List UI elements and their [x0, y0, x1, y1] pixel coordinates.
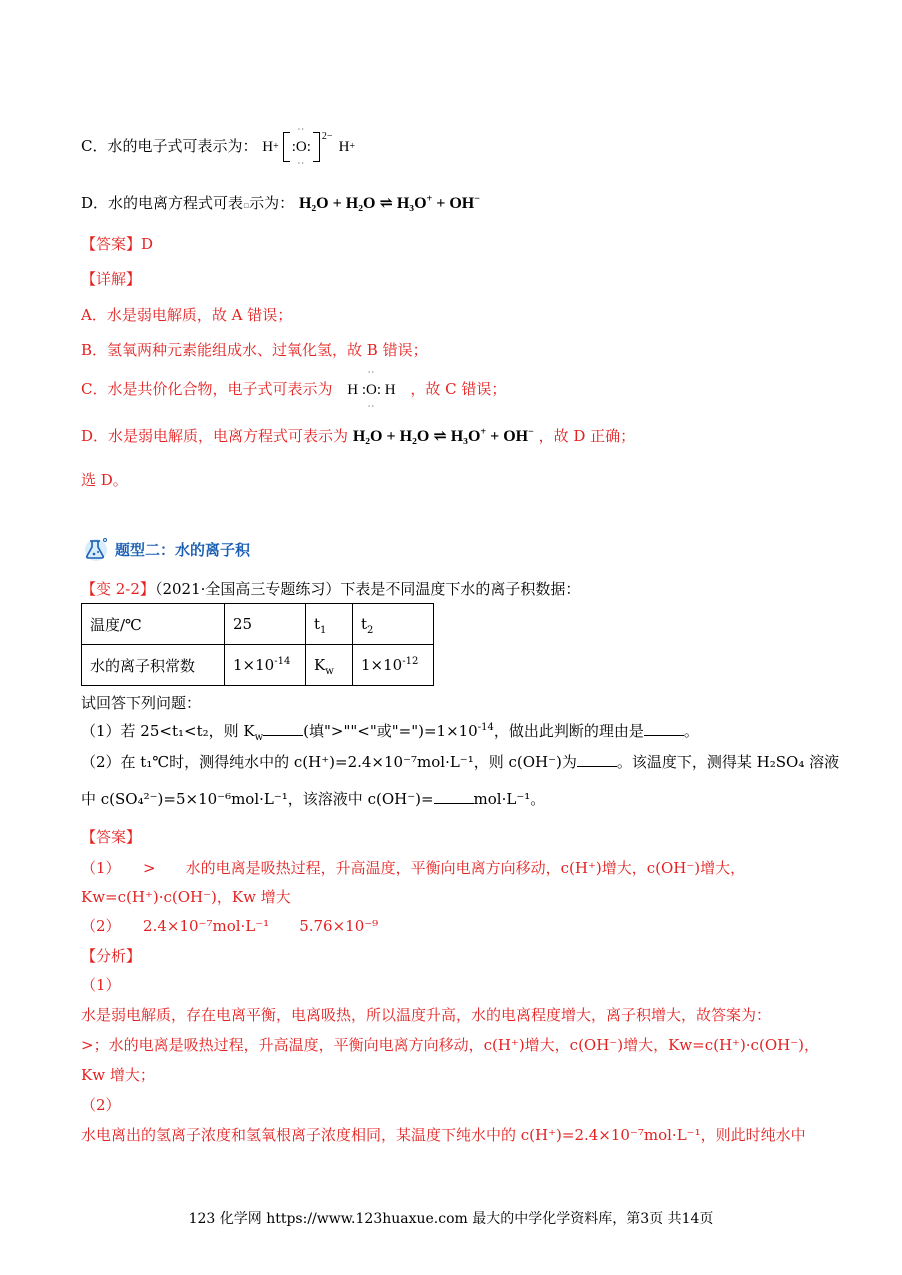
question-ask: 试回答下列问题：: [81, 694, 202, 712]
ion-product-table: [81, 603, 434, 686]
option-d: D．水的电离方程式可表▫示为： H₂O + H₂O ⇌ H₃O+ + OH−: [81, 193, 480, 212]
answer-2-line3: （2） 2.4×10⁻⁷mol·L⁻¹ 5.76×10⁻⁹: [81, 917, 379, 935]
option-c: C．水的电子式可表示为： H + ·· :O: ·· $^{2-}$ H +: [81, 125, 356, 168]
answer-2-line1: （1） > 水的电离是吸热过程，升高温度，平衡向电离方向移动，c(H⁺)增大，c(OH⁻)增大，: [81, 859, 746, 877]
question-2a: （2）在 t₁℃时，测得纯水中的 c(H⁺)=2.4×10⁻⁷mol·L⁻¹，则 c(OH⁻)为 。该温度下，测得某 H₂SO₄ 溶液: [81, 753, 840, 771]
explain-a: A．水是弱电解质，故 A 错误；: [81, 306, 293, 324]
question-2b: 中 c(SO₄²⁻)=5×10⁻⁶mol·L⁻¹，该溶液中 c(OH⁻)= mol·L⁻¹。: [81, 790, 546, 808]
analysis-p1: （1）: [81, 976, 121, 994]
analysis-l2: >；水的电离是吸热过程，升高温度，平衡向电离方向移动，c(H⁺)增大，c(OH⁻)增大，Kw=c(H⁺)·c(OH⁻)，: [81, 1036, 819, 1054]
answer-blank[interactable]: [263, 721, 303, 736]
explain-b: B．氢氧两种元素能组成水、过氧化氢，故 B 错误；: [81, 341, 428, 359]
explain-c: C．水是共价化合物，电子式可表示为 ·· H :O: H ·· ，故 C 错误；: [81, 368, 507, 411]
flask-icon: [81, 536, 111, 562]
answer-blank[interactable]: [644, 721, 684, 736]
water-electron-formula: H + ·· :O: ·· $^{2-}$ H +: [262, 125, 356, 168]
answer-blank[interactable]: [434, 789, 474, 804]
answer-2-line2: Kw=c(H⁺)·c(OH⁻)，Kw 增大: [81, 888, 291, 906]
answer-label-1: 【答案】D: [81, 235, 154, 253]
analysis-l4: 水电离出的氢离子浓度和氢氧根离子浓度相同，某温度下纯水中的 c(H⁺)=2.4×10⁻⁷mol·L⁻¹，则此时纯水中: [81, 1126, 806, 1144]
section-title: 题型二：水的离子积: [115, 540, 251, 559]
page-footer: 123 化学网 https://www.123huaxue.com 最大的中学化学资料库，第3页 共14页: [188, 1211, 714, 1227]
table-row: 温度/℃ 25 $t_1$ $t_2$: [82, 604, 434, 645]
explain-label: 【详解】: [81, 270, 142, 288]
explain-d: D．水是弱电解质，电离方程式可表示为 H₂O + H₂O ⇌ H₃O+ + OH− ，故 D 正确；: [81, 426, 636, 445]
section-heading: [81, 536, 250, 562]
question-1: （1）若 25<t₁<t₂，则 $K_w$ (填">""<"或"$=")=1\times 10^{-14}$，做出此判断的理由是 。: [81, 722, 699, 743]
analysis-l1: 水是弱电解质，存在电离平衡，电离吸热，所以温度升高，水的电离程度增大，离子积增大，故答案为：: [81, 1006, 772, 1024]
answer-label-2: 【答案】: [81, 828, 142, 846]
covalent-formula: ·· H :O: H ··: [347, 368, 396, 411]
ionization-equation: H₂O + H₂O ⇌ H₃O+ + OH−: [298, 193, 480, 212]
question-stem: 【变 2-2】（2021·全国高三专题练习）下表是不同温度下水的离子积数据：: [81, 580, 581, 598]
answer-blank[interactable]: [577, 752, 617, 767]
table-row: 水的离子积常数 $1\times 10^{-14}$ $K_w$ $1\times 10^{-12}$: [82, 645, 434, 686]
analysis-p2: （2）: [81, 1096, 121, 1114]
analysis-l3: Kw 增大；: [81, 1066, 155, 1084]
explain-choose: 选 D。: [81, 471, 128, 489]
analysis-label: 【分析】: [81, 947, 142, 965]
